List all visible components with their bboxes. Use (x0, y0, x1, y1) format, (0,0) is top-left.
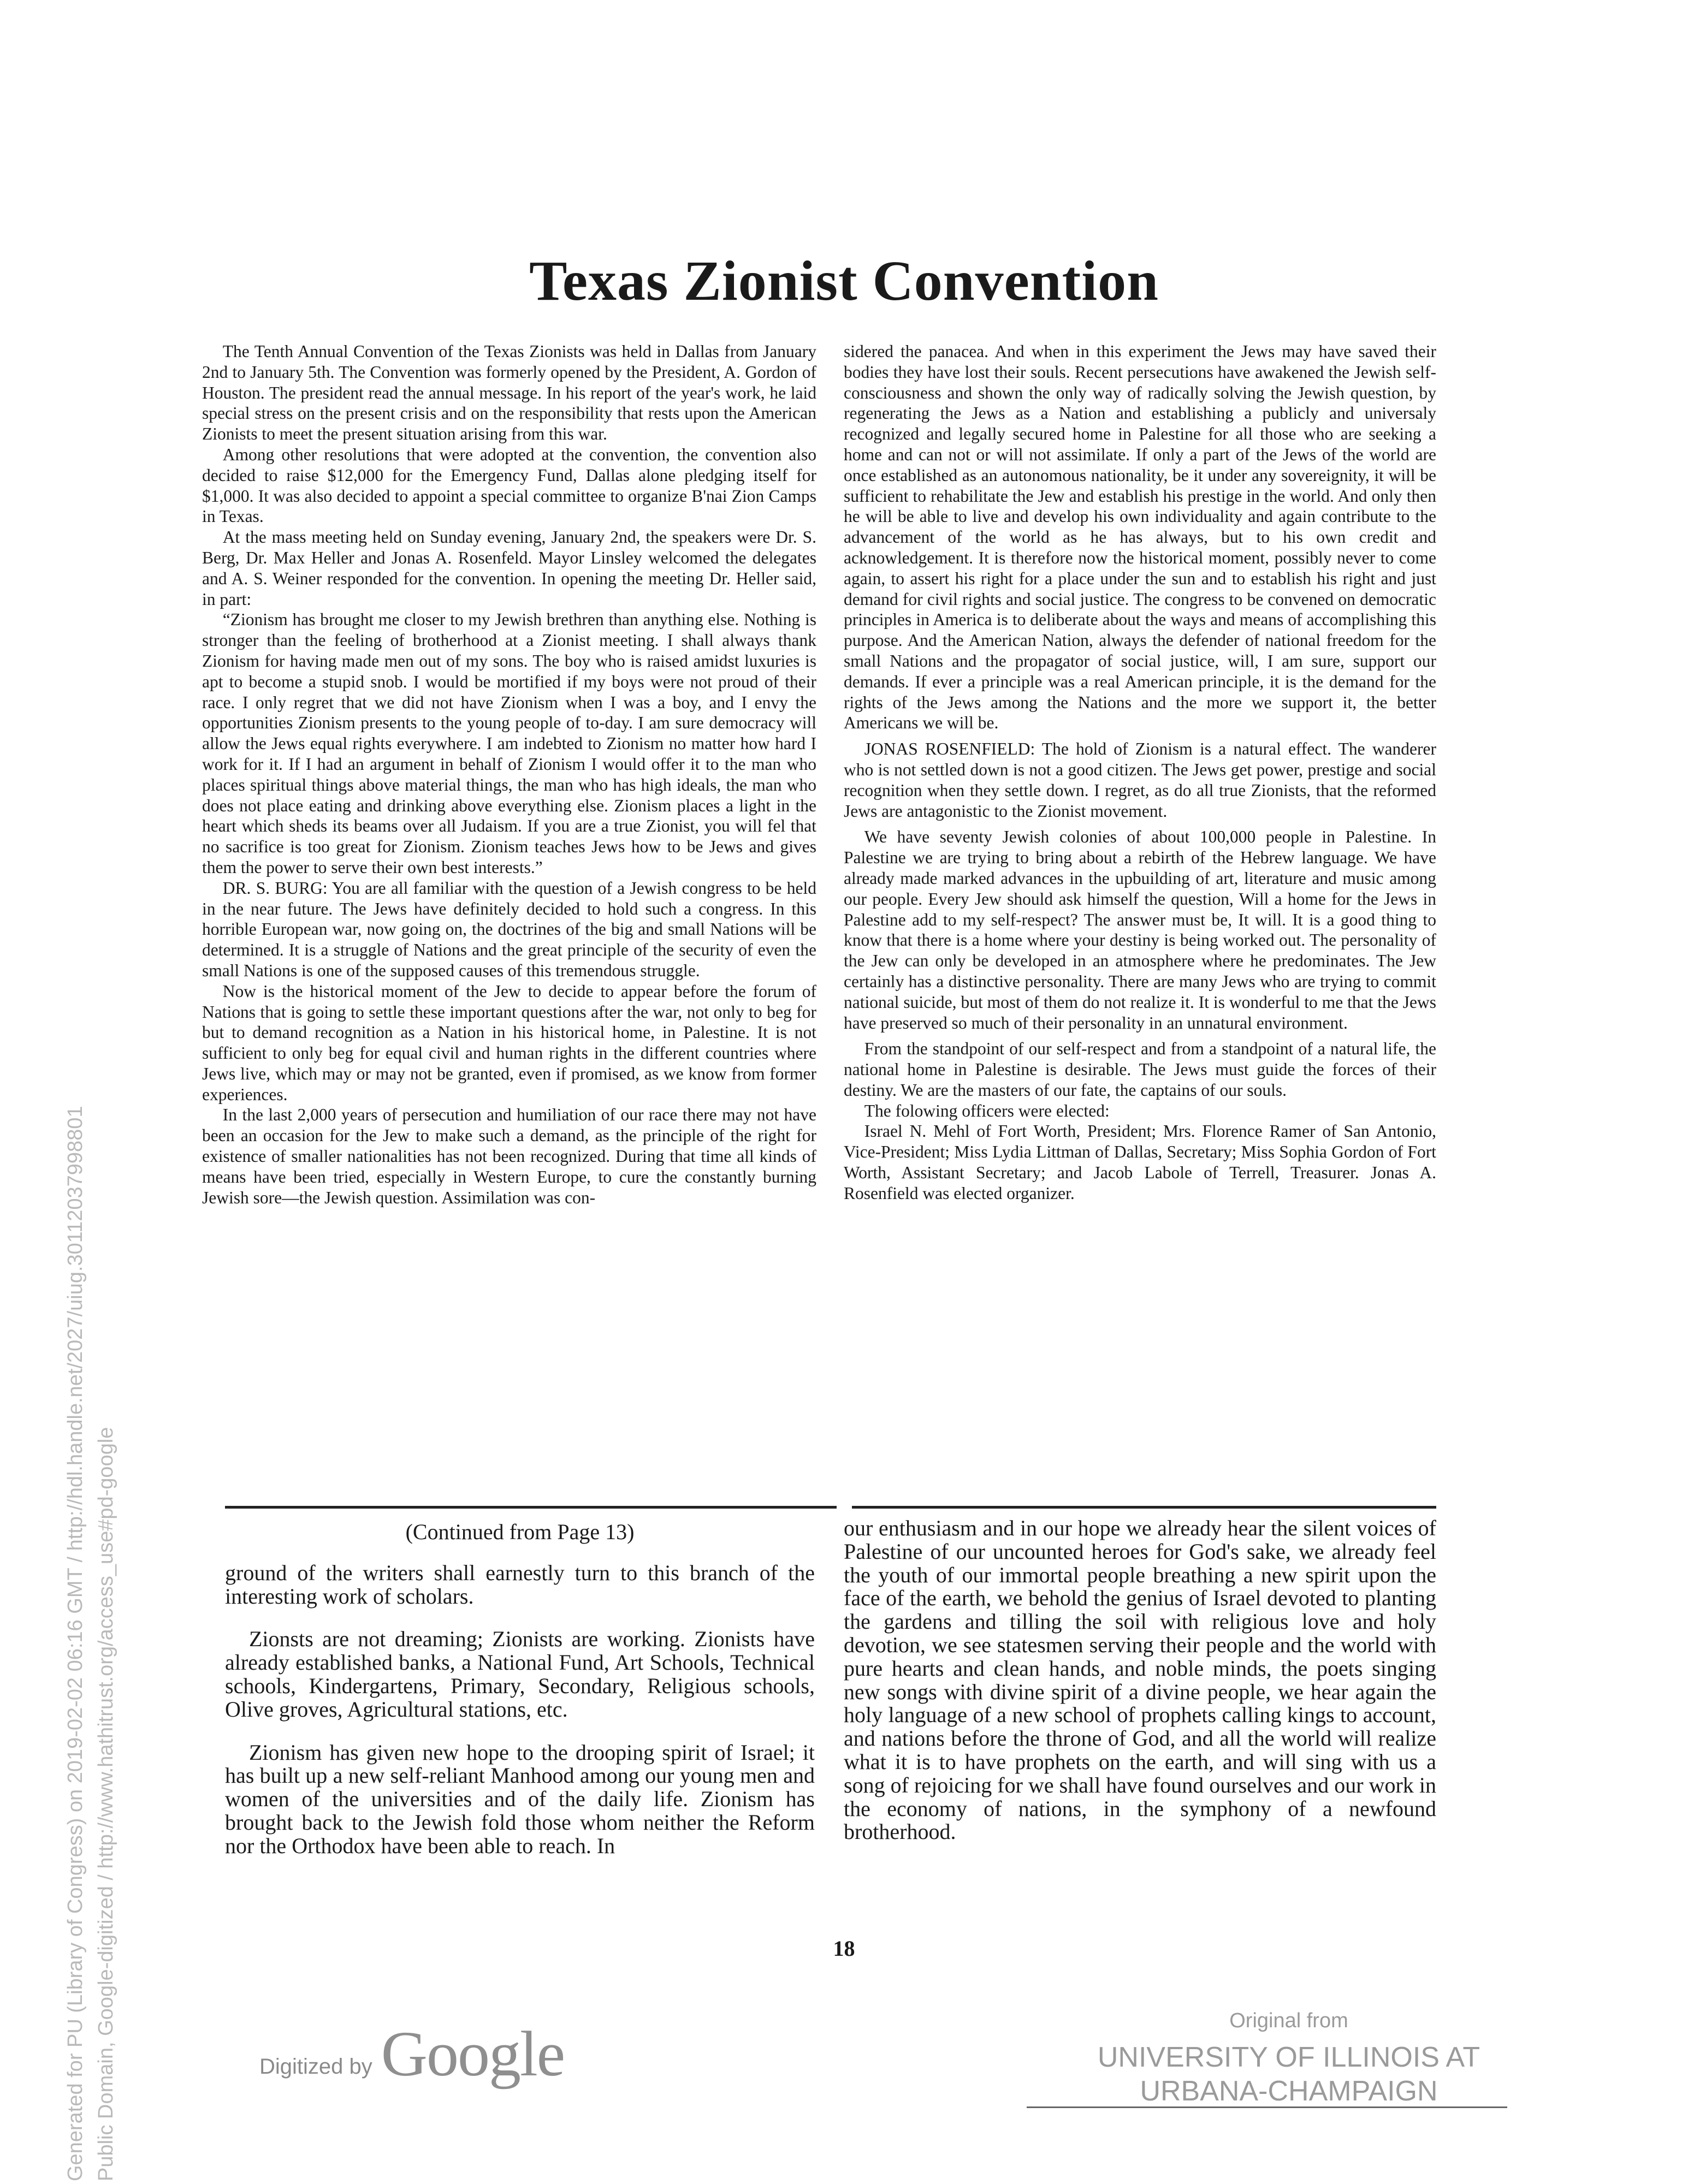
paragraph: Zionsts are not dreaming; Zionists are working. Zionists have already established banks, a National Fund, Art Schools, Technical schools, Kindergartens, Primary, Secondary, Religious schools, Olive groves, Agricultural stations, etc. (225, 1627, 815, 1722)
digitized-by-label: Digitized by (259, 2055, 372, 2079)
continuation-left-column (225, 1521, 815, 1858)
paragraph: our enthusiasm and in our hope we already hear the silent voices of Palestine of our uncounted heroes for God's sake, we already feel the youth of our immortal people breathing a new spirit upon the face of the earth, we behold the genius of Israel devoted to planting the gardens and tilling the soil with religious love and holy devotion, we see statesmen serving their people and the world with pure hearts and clean hands, and noble minds, the poets singing new songs with divine spirit of a divine people, we hear again the holy language of a new school of prophets calling kings to account, and nations before the throne of God, and all the world will realize what it is to have prophets on the earth, and will sing with us a song of rejoicing for we shall have found ourselves and our work in the economy of nations, in the symphony of a newfound brotherhood. (844, 1516, 1436, 1844)
paragraph: From the standpoint of our self-respect and from a standpoint of a natural life, the national home in Palestine is desirable. The Jews must guide the forces of their destiny. We are the masters of our fate, the captains of our souls. (844, 1039, 1436, 1100)
article-right-column (844, 341, 1436, 1204)
google-logo: Google (381, 2018, 565, 2090)
section-divider-right (852, 1506, 1436, 1509)
hathitrust-watermark (60, 1106, 121, 2181)
paragraph: The folowing officers were elected: (864, 1101, 1110, 1120)
paragraph: ground of the writers shall earnestly turn to this branch of the interesting work of scholars. (225, 1560, 815, 1609)
article-left-column (202, 341, 816, 1208)
original-from-label: Original from (1229, 2009, 1348, 2032)
original-from-block (1081, 2009, 1496, 2108)
footer-underline (1027, 2106, 1507, 2108)
paragraph: The Tenth Annual Convention of the Texas Zionists was held in Dallas from January 2nd to January 5th. The Convention was formerly opened by the President, A. Gordon of Houston. The president read the annual message. In his report of the year's work, he laid special stress on the present crisis and on the responsibility that rests upon the American Zionists to meet the present situation arising from this war. (202, 342, 816, 444)
paragraph: We have seventy Jewish colonies of about 100,000 people in Palestine. In Palestine we are trying to bring about a rebirth of the Hebrew language. We have already made marked advances in the upbuilding of art, literature and music among our people. Every Jew should ask himself the question, Will a home for the Jews in Palestine add to my self-respect? The answer must be, It will. It is a good thing to know that there is a home where your destiny is being worked out. The personality of the Jew can only be developed in an atmosphere where he predominates. The Jew certainly has a distinctive personality. There are many Jews who are trying to commit national suicide, but most of them do not realize it. It is wonderful to me that the Jews have preserved so much of their personality in an unnatural environment. (844, 827, 1436, 1032)
paragraph: sidered the panacea. And when in this experiment the Jews may have saved their bodies they have lost their souls. Recent persecutions have awakened the Jewish self-consciousness and shown the only way of radically solving the Jewish question, by regenerating the Jews as a Nation and establishing a publicly and universaly recognized and legally secured home in Palestine for all those who are seeking a home and can not or will not assimilate. If only a part of the Jews of the world are once established as an autonomous nationality, be it under any sovereignity, it will be sufficient to rehabilitate the Jew and establish his prestige in the world. And only then he will be able to live and develop his own individuality and again contribute to the advancement of the world as he has always, but to his own credit and acknowledgement. It is therefore now the historical moment, possibly never to come again, to assert his right for a place under the sun and to establish his right and just demand for civil rights and social justice. The congress to be convened on democratic principles in America is to deliberate about the ways and means of accomplishing this purpose. And the American Nation, always the defender of national freedom for the small Nations and the propagator of social justice, will, I am sure, support our demands. If ever a principle was a real American principle, it is the demand for the rights of the Jews among the Nations and the more we support it, the better Americans we will be. (844, 342, 1436, 733)
paragraph: In the last 2,000 years of persecution and humiliation of our race there may not have been an occasion for the Jew to make such a demand, as the principle of the right for existence of smaller nationalities has not been recognized. During that time all kinds of means have been tried, especially in Western Europe, to cure the constantly burning Jewish sore—the Jewish question. Assimilation was con- (202, 1105, 816, 1207)
paragraph: “Zionism has brought me closer to my Jewish brethren than anything else. Nothing is stronger than the feeling of brotherhood at a Zionist meeting. I shall always thank Zionism for having made men out of my sons. The boy who is raised amidst luxuries is apt to become a stupid snob. I would be mortified if my boys were not proud of their race. I only regret that we did not have Zionism when I was a boy, and I envy the opportunities Zionism presents to the young people of to-day. I am sure democracy will allow the Jews equal rights everywhere. I am indebted to Zionism no matter how hard I work for it. If I had an argument in behalf of Zionism I would offer it to the man who places spiritual things above material things, the man who has high ideals, the man who does not place eating and drinking above everything else. Zionism places a light in the heart which sheds its beams over all Judaism. If you are a true Zionist, you will fel that no sacrifice is too great for Zionism. Zionism teaches Jews how to be Jews and gives them the power to serve their own best interests.” (202, 610, 816, 877)
institution-line-2: URBANA-CHAMPAIGN (1140, 2075, 1438, 2107)
continued-heading: (Continued from Page 13) (405, 1520, 635, 1544)
watermark-line-1: Generated for PU (Library of Congress) on 2019-02-02 06:16 GMT / http://hdl.handle.net/2027/uiug.30112037998801 (64, 1106, 87, 2181)
continuation-right-column (844, 1517, 1436, 1844)
paragraph: At the mass meeting held on Sunday evening, January 2nd, the speakers were Dr. S. Berg, Dr. Max Heller and Jonas A. Rosenfeld. Mayor Linsley welcomed the delegates and A. S. Weiner responded for the convention. In opening the meeting Dr. Heller said, in part: (202, 527, 816, 609)
page-number: 18 (833, 1936, 855, 1961)
article-title: Texas Zionist Convention (529, 250, 1159, 312)
paragraph: Now is the historical moment of the Jew to decide to appear before the forum of Nations that is going to settle these important questions after the war, not only to beg for but to demand recognition as a Nation in his historical home, in Palestine. It is not sufficient to only beg for equal civil and human rights in the different countries where Jews live, which may or may not be granted, even if promised, as we know from former experiences. (202, 981, 816, 1104)
digitized-by-google (259, 2018, 565, 2091)
paragraph: JONAS ROSENFIELD: The hold of Zionism is a natural effect. The wanderer who is not settled down is not a good citizen. The Jews get power, prestige and social recognition when they settle down. I regret, as do all true Zionists, that the reformed Jews are antagonistic to the Zionist movement. (844, 739, 1436, 821)
section-divider-left (225, 1506, 837, 1509)
paragraph: DR. S. BURG: You are all familiar with the question of a Jewish congress to be held in the near future. The Jews have definitely decided to hold such a congress. In this horrible European war, now going on, the doctrines of the big and small Nations will be determined. It is a struggle of Nations and the great principle of the security of even the small Nations is one of the supposed causes of this tremendous struggle. (202, 878, 816, 980)
paragraph: Israel N. Mehl of Fort Worth, President; Mrs. Florence Ramer of San Antonio, Vice-President; Miss Lydia Littman of Dallas, Secretary; Miss Sophia Gordon of Fort Worth, Assistant Secretary; and Jacob Labole of Terrell, Treasurer. Jonas A. Rosenfield was elected organizer. (844, 1121, 1436, 1203)
paragraph: Zionism has given new hope to the drooping spirit of Israel; it has built up a new self-reliant Manhood among our young men and women of the universities and of the daily life. Zionism has brought back to the Jewish fold those whom neither the Reform nor the Orthodox have been able to reach. In (225, 1740, 815, 1858)
paragraph: Among other resolutions that were adopted at the convention, the convention also decided to raise $12,000 for the Emergency Fund, Dallas alone pledging itself for $1,000. It was also decided to appoint a special committee to organize B'nai Zion Camps in Texas. (202, 444, 816, 526)
watermark-line-2: Public Domain, Google-digitized / http://www.hathitrust.org/access_use#pd-google (94, 1427, 117, 2181)
institution-line-1: UNIVERSITY OF ILLINOIS AT (1097, 2041, 1480, 2073)
